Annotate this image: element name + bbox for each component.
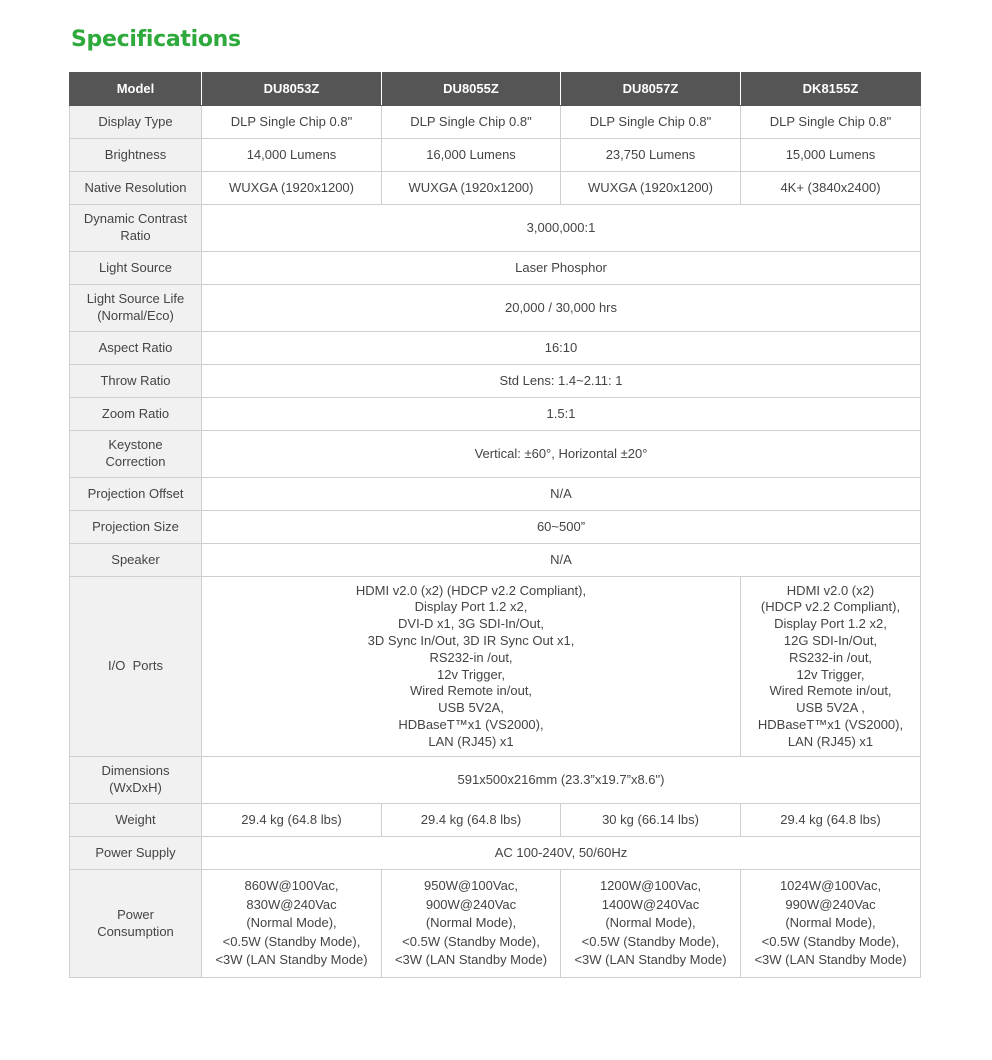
table-row: [70, 511, 921, 544]
table-row: [70, 205, 921, 252]
table-cell: 1200W@100Vac, 1400W@240Vac (Normal Mode), <0.5W (Standby Mode), <3W (LAN Standby Mode): [561, 870, 741, 978]
table-row: [70, 252, 921, 285]
table-cell: WUXGA (1920x1200): [382, 172, 561, 205]
table-row: [70, 365, 921, 398]
table-row: [70, 544, 921, 577]
table-row: [70, 870, 921, 978]
row-label: Speaker: [70, 544, 202, 577]
table-cell: 29.4 kg (64.8 lbs): [741, 804, 921, 837]
table-cell: DLP Single Chip 0.8": [561, 106, 741, 139]
table-cell: DLP Single Chip 0.8": [382, 106, 561, 139]
page-title: Specifications: [71, 27, 241, 52]
row-label: Throw Ratio: [70, 365, 202, 398]
table-cell: 14,000 Lumens: [202, 139, 382, 172]
table-cell: DLP Single Chip 0.8": [202, 106, 382, 139]
table-cell: 1024W@100Vac, 990W@240Vac (Normal Mode), <0.5W (Standby Mode), <3W (LAN Standby Mode): [741, 870, 921, 978]
table-row: [70, 172, 921, 205]
row-label: Projection Offset: [70, 478, 202, 511]
table-cell: 15,000 Lumens: [741, 139, 921, 172]
table-cell: 29.4 kg (64.8 lbs): [202, 804, 382, 837]
table-cell: N/A: [202, 478, 921, 511]
row-label: Dynamic Contrast Ratio: [70, 205, 202, 252]
column-header-du8053z: DU8053Z: [202, 73, 382, 106]
table-row: [70, 757, 921, 804]
row-label: Projection Size: [70, 511, 202, 544]
column-header-model: Model: [70, 73, 202, 106]
table-cell: 1.5:1: [202, 398, 921, 431]
row-label: Keystone Correction: [70, 431, 202, 478]
table-row: [70, 478, 921, 511]
table-row: [70, 106, 921, 139]
table-row: [70, 431, 921, 478]
table-row: [70, 332, 921, 365]
row-label: I/O Ports: [70, 577, 202, 757]
row-label: Brightness: [70, 139, 202, 172]
table-cell: 60~500”: [202, 511, 921, 544]
column-header-dk8155z: DK8155Z: [741, 73, 921, 106]
table-cell: 4K+ (3840x2400): [741, 172, 921, 205]
table-cell: 16:10: [202, 332, 921, 365]
column-header-du8057z: DU8057Z: [561, 73, 741, 106]
table-row: [70, 577, 921, 757]
table-cell: AC 100-240V, 50/60Hz: [202, 837, 921, 870]
table-cell: 23,750 Lumens: [561, 139, 741, 172]
row-label: Dimensions (WxDxH): [70, 757, 202, 804]
table-cell: 3,000,000:1: [202, 205, 921, 252]
table-cell: 20,000 / 30,000 hrs: [202, 285, 921, 332]
row-label: Power Supply: [70, 837, 202, 870]
table-cell: 950W@100Vac, 900W@240Vac (Normal Mode), <0.5W (Standby Mode), <3W (LAN Standby Mode): [382, 870, 561, 978]
row-label: Light Source: [70, 252, 202, 285]
row-label: Native Resolution: [70, 172, 202, 205]
table-cell: N/A: [202, 544, 921, 577]
table-cell: 16,000 Lumens: [382, 139, 561, 172]
row-label: Weight: [70, 804, 202, 837]
table-row: [70, 837, 921, 870]
table-cell: 30 kg (66.14 lbs): [561, 804, 741, 837]
table-cell: WUXGA (1920x1200): [202, 172, 382, 205]
table-cell: Laser Phosphor: [202, 252, 921, 285]
table-row: [70, 398, 921, 431]
row-label: Power Consumption: [70, 870, 202, 978]
table-cell: HDMI v2.0 (x2) (HDCP v2.2 Compliant), Display Port 1.2 x2, DVI-D x1, 3G SDI-In/Out, 3D Sync In/Out, 3D IR Sync Out x1, RS232-in /out, 12v Trigger, Wired Remote in/out, USB 5V2A, HDBaseT™x1 (VS2000), LAN (RJ45) x1: [202, 577, 741, 757]
specifications-table: [69, 72, 921, 978]
table-cell: HDMI v2.0 (x2) (HDCP v2.2 Compliant), Display Port 1.2 x2, 12G SDI-In/Out, RS232-in /out, 12v Trigger, Wired Remote in/out, USB 5V2A , HDBaseT™x1 (VS2000), LAN (RJ45) x1: [741, 577, 921, 757]
row-label: Light Source Life (Normal/Eco): [70, 285, 202, 332]
table-cell: Vertical: ±60°, Horizontal ±20°: [202, 431, 921, 478]
table-cell: Std Lens: 1.4~2.11: 1: [202, 365, 921, 398]
table-cell: 29.4 kg (64.8 lbs): [382, 804, 561, 837]
table-row: [70, 139, 921, 172]
row-label: Aspect Ratio: [70, 332, 202, 365]
table-row: [70, 804, 921, 837]
table-cell: DLP Single Chip 0.8": [741, 106, 921, 139]
table-row: [70, 285, 921, 332]
column-header-du8055z: DU8055Z: [382, 73, 561, 106]
table-header-row: [70, 73, 921, 106]
row-label: Display Type: [70, 106, 202, 139]
row-label: Zoom Ratio: [70, 398, 202, 431]
table-cell: WUXGA (1920x1200): [561, 172, 741, 205]
table-cell: 591x500x216mm (23.3”x19.7”x8.6"): [202, 757, 921, 804]
table-cell: 860W@100Vac, 830W@240Vac (Normal Mode), <0.5W (Standby Mode), <3W (LAN Standby Mode): [202, 870, 382, 978]
